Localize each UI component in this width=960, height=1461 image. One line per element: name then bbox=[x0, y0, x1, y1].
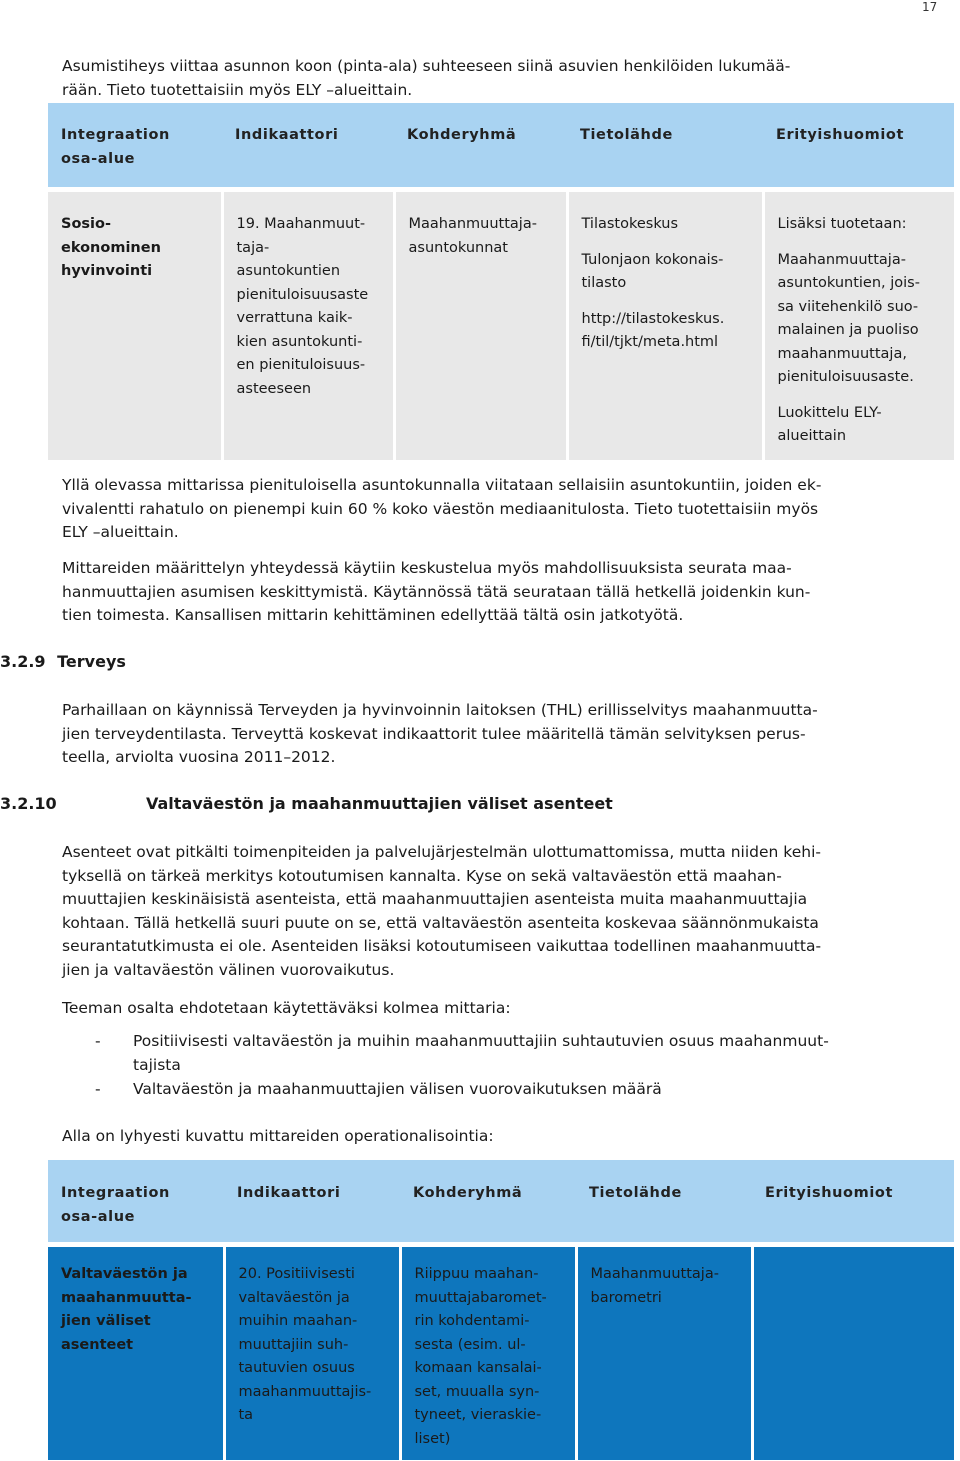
header-cell: Indikaattori bbox=[222, 103, 394, 187]
header-cell: Erityishuomiot bbox=[763, 103, 954, 187]
header-cell: Tietolähde bbox=[576, 1160, 752, 1242]
table-cell: 19. Maahanmuut- taja- asuntokuntien pienituloisuusaste verrattuna kaik- kien asuntokunti- en pienituloisuus- asteeseen bbox=[222, 192, 394, 460]
source-link[interactable]: fi/til/tjkt/meta.html bbox=[581, 334, 719, 350]
section-title: Valtaväestön ja maahanmuuttajien väliset asenteet bbox=[146, 794, 613, 813]
indicator-table-2 bbox=[48, 1160, 954, 1460]
paragraph: Mittareiden määrittelyn yhteydessä käytiin keskustelua myös mahdollisuuksista seurata maa- hanmuuttajien asumisen keskittymistä. Käytännössä tätä seurataan tällä hetkellä joidenkin kun- tien toimesta. Kansallisen mittarin kehittäminen edellyttää tältä osin jatkotyötä. bbox=[62, 559, 811, 624]
page-number: 17 bbox=[922, 0, 938, 14]
text-line: rään. Tieto tuotettaisiin myös ELY –alueittain. bbox=[62, 80, 413, 99]
list-bullet: - bbox=[95, 1032, 101, 1050]
header-cell: Kohderyhmä bbox=[400, 1160, 576, 1242]
table-cell: Maahanmuuttaja- asuntokunnat bbox=[394, 192, 567, 460]
text-line: Asumistiheys viittaa asunnon koon (pinta-ala) suhteeseen siinä asuvien henkilöiden lukumää- bbox=[62, 57, 791, 75]
source-link[interactable]: http://tilastokeskus. bbox=[581, 310, 725, 327]
list-item: - Positiivisesti valtaväestön ja muihin maahanmuuttajiin suhtautuvien osuus maahanmuut- tajista bbox=[95, 1032, 829, 1074]
indicator-table-1 bbox=[48, 103, 954, 460]
list-bullet: - bbox=[95, 1080, 101, 1098]
paragraph: Alla on lyhyesti kuvattu mittareiden operationalisointia: bbox=[62, 1127, 494, 1145]
paragraph: Parhaillaan on käynnissä Terveyden ja hyvinvoinnin laitoksen (THL) erillisselvitys maahanmuutta- jien terveydentilasta. Terveyttä koskevat indikaattorit tulee määritellä tämän selvityksen perus- teella, arviolta vuosina 2011–2012. bbox=[62, 701, 818, 766]
table-cell: Valtaväestön ja maahanmuutta- jien väliset asenteet bbox=[48, 1247, 224, 1460]
intro-paragraph bbox=[62, 55, 942, 102]
paragraph: Teeman osalta ehdotetaan käytettäväksi kolmea mittaria: bbox=[62, 999, 511, 1017]
table-cell: Maahanmuuttaja- barometri bbox=[576, 1247, 752, 1460]
section-title: Terveys bbox=[57, 652, 126, 671]
table-row bbox=[48, 192, 954, 460]
section-heading bbox=[0, 652, 126, 671]
section-number: 3.2.9 bbox=[0, 652, 46, 671]
header-cell: Kohderyhmä bbox=[394, 103, 567, 187]
header-cell: Erityishuomiot bbox=[752, 1160, 954, 1242]
paragraph: Asenteet ovat pitkälti toimenpiteiden ja palvelujärjestelmän ulottumattomissa, mutta niiden kehi- tyksellä on tärkeä merkitys kotoutumisen kannalta. Kyse on sekä valtaväestön että maahan- muuttajien keskinäisistä asenteista, että maahanmuuttajien asenteista muita maahanmuuttajia kohtaan. Tällä hetkellä suuri puute on se, että valtaväestön asenteita koskevaa säännönmukaista seurantatutkimusta ei ole. Asenteiden lisäksi kotoutumiseen vaikuttaa todellinen maahanmuutta- jien ja valtaväestön välinen vuorovaikutus. bbox=[62, 843, 822, 979]
header-cell: Indikaattori bbox=[224, 1160, 400, 1242]
list-item: - Valtaväestön ja maahanmuuttajien välisen vuorovaikutuksen määrä bbox=[95, 1078, 945, 1102]
table-cell-empty bbox=[752, 1247, 954, 1460]
table-header-row bbox=[48, 103, 954, 187]
header-cell: Integraation osa-alue bbox=[48, 1160, 224, 1242]
table-header-row bbox=[48, 1160, 954, 1242]
table-cell: 20. Positiivisesti valtaväestön ja muihin maahan- muuttajiin suh- tautuvien osuus maahanmuuttajis- ta bbox=[224, 1247, 400, 1460]
table-row bbox=[48, 1247, 954, 1460]
paragraph: Yllä olevassa mittarissa pienituloisella asuntokunnalla viitataan sellaisiin asuntokuntiin, joiden ek- vivalentti rahatulo on pienempi kuin 60 % koko väestön mediaanitulosta. Tieto tuotettaisiin myös ELY –alueittain. bbox=[62, 476, 822, 541]
table-cell: Lisäksi tuotetaan: Maahanmuuttaja- asuntokuntien, jois- sa viitehenkilö suo- malainen ja puoliso maahanmuuttaja, pienituloisuusaste. Luokittelu ELY- alueittain bbox=[763, 192, 954, 460]
header-cell: Integraation osa-alue bbox=[48, 103, 222, 187]
table-cell: Tilastokeskus Tulonjaon kokonais- tilasto http://tilastokeskus. fi/til/tjkt/meta.html bbox=[567, 192, 763, 460]
section-heading bbox=[0, 794, 960, 813]
table-cell: Riippuu maahan- muuttajabaromet- rin kohdentami- sesta (esim. ul- komaan kansalai- set, muualla syn- tyneet, vieraskie- liset) bbox=[400, 1247, 576, 1460]
section-number: 3.2.10 bbox=[0, 794, 57, 813]
header-cell: Tietolähde bbox=[567, 103, 763, 187]
table-cell: Sosio- ekonominen hyvinvointi bbox=[48, 192, 222, 460]
